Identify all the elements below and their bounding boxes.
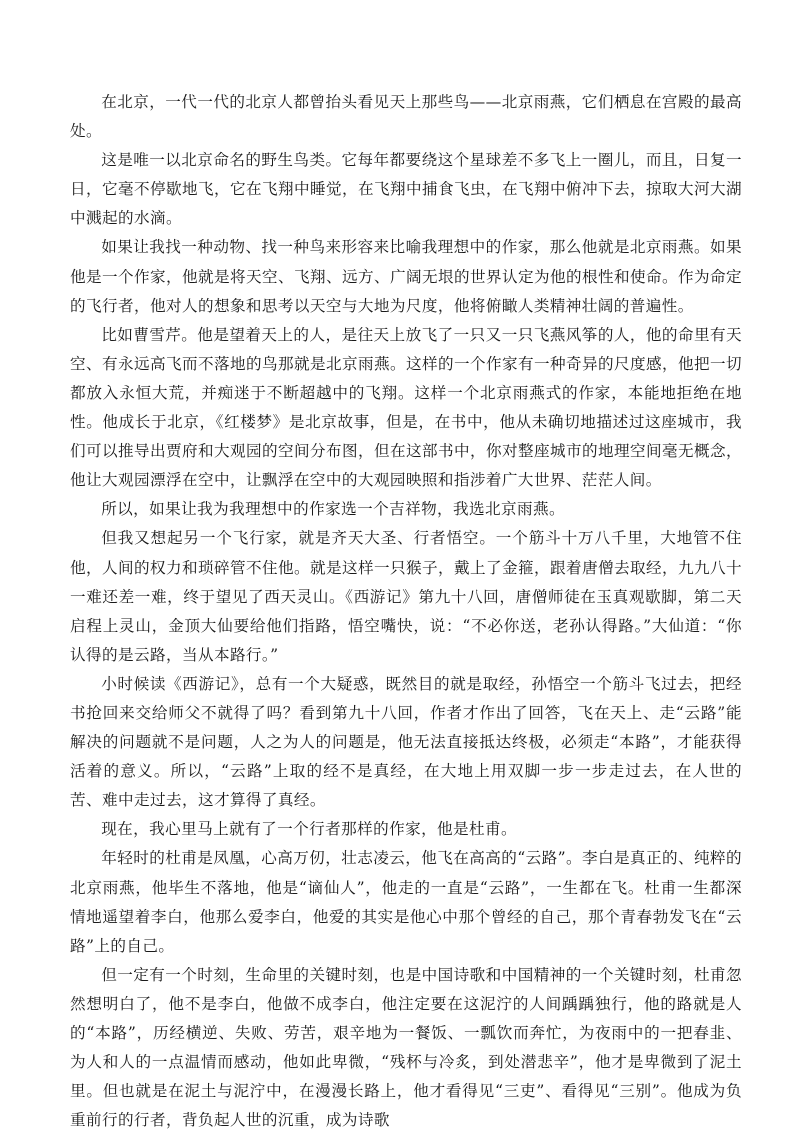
paragraph-7: 小时候读《西游记》，总有一个大疑惑，既然目的就是取经，孙悟空一个筋斗飞过去，把经书抢回来交给师父不就得了吗？看到第九十八回，作者才作出了回答，飞在天上、走“云路”能解决的问题就不是问题，人之为人的问题是，他无法直接抵达终极，必须走“本路”，才能获得活着的意义。所以，“云路”上取的经不是真经，在大地上用双脚一步一步走过去，在人世的苦、难中走过去，这才算得了真经。 <box>70 674 742 810</box>
paragraph-2: 这是唯一以北京命名的野生鸟类。它每年都要绕这个星球差不多飞上一圈儿，而且，日复一日，它毫不停歇地飞，它在飞翔中睡觉，在飞翔中捕食飞虫，在飞翔中俯冲下去，掠取大河大湖中溅起的水滴。 <box>70 151 742 228</box>
paragraph-6: 但我又想起另一个飞行家，就是齐天大圣、行者悟空。一个筋斗十万八千里，大地管不住他，人间的权力和琐碎管不住他。就是这样一只猴子，戴上了金箍，跟着唐僧去取经，九九八十一难还差一难，终于望见了西天灵山。《西游记》第九十八回，唐僧师徒在玉真观歇脚，第二天启程上灵山，金顶大仙要给他们指路，悟空嘴快，说：“不必你送，老孙认得路。”大仙道：“你认得的是云路，当从本路行。” <box>70 529 742 664</box>
paragraph-3: 如果让我找一种动物、找一种鸟来形容来比喻我理想中的作家，那么他就是北京雨燕。如果他是一个作家，他就是将天空、飞翔、远方、广阔无垠的世界认定为他的根性和使命。作为命定的飞行者，他对人的想象和思考以天空与大地为尺度，他将俯瞰人类精神壮阔的普遍性。 <box>70 238 742 315</box>
paragraph-9: 年轻时的杜甫是凤凰，心高万仞，壮志凌云，他飞在高高的“云路”。李白是真正的、纯粹的北京雨燕，他毕生不落地，他是“谪仙人”，他走的一直是“云路”，一生都在飞。杜甫一生都深情地遥望着李白，他那么爱李白，他爱的其实是他心中那个曾经的自己，那个青春勃发飞在“云路”上的自己。 <box>70 849 742 955</box>
article-body <box>70 88 742 1135</box>
paragraph-8: 现在，我心里马上就有了一个行者那样的作家，他是杜甫。 <box>101 820 518 839</box>
paragraph-10: 但一定有一个时刻，生命里的关键时刻，也是中国诗歌和中国精神的一个关键时刻，杜甫忽然想明白了，他不是李白，他做不成李白，他注定要在这泥泞的人间踽踽独行，他的路就是人的“本路”，历经横逆、失败、劳苦，艰辛地为一餐饭、一瓢饮而奔忙，为夜雨中的一把春韭、为人和人的一点温情而感动，他如此卑微，“残杯与冷炙，到处潜悲辛”，他才是卑微到了泥土里。但也就是在泥土与泥泞中，在漫漫长路上，他才看得见“三吏”、看得见“三别”。他成为负重前行的行者，背负起人世的沉重，成为诗歌 <box>70 965 742 1130</box>
paragraph-5: 所以，如果让我为我理想中的作家选一个吉祥物，我选北京雨燕。 <box>101 500 566 519</box>
paragraph-1: 在北京，一代一代的北京人都曾抬头看见天上那些鸟——北京雨燕，它们栖息在宫殿的最高处。 <box>70 93 742 141</box>
paragraph-4: 比如曹雪芹。他是望着天上的人，是往天上放飞了一只又一只飞燕风筝的人，他的命里有天空、有永远高飞而不落地的鸟那就是北京雨燕。这样的一个作家有一种奇异的尺度感，他把一切都放入永恒大荒，并痴迷于不断超越中的飞翔。这样一个北京雨燕式的作家，本能地拒绝在地性。他成长于北京，《红楼梦》是北京故事，但是，在书中，他从未确切地描述过这座城市，我们可以推导出贾府和大观园的空间分布图，但在这部书中，你对整座城市的地理空间毫无概念，他让大观园漂浮在空中，让飘浮在空中的大观园映照和指涉着广大世界、茫茫人间。 <box>70 325 742 490</box>
